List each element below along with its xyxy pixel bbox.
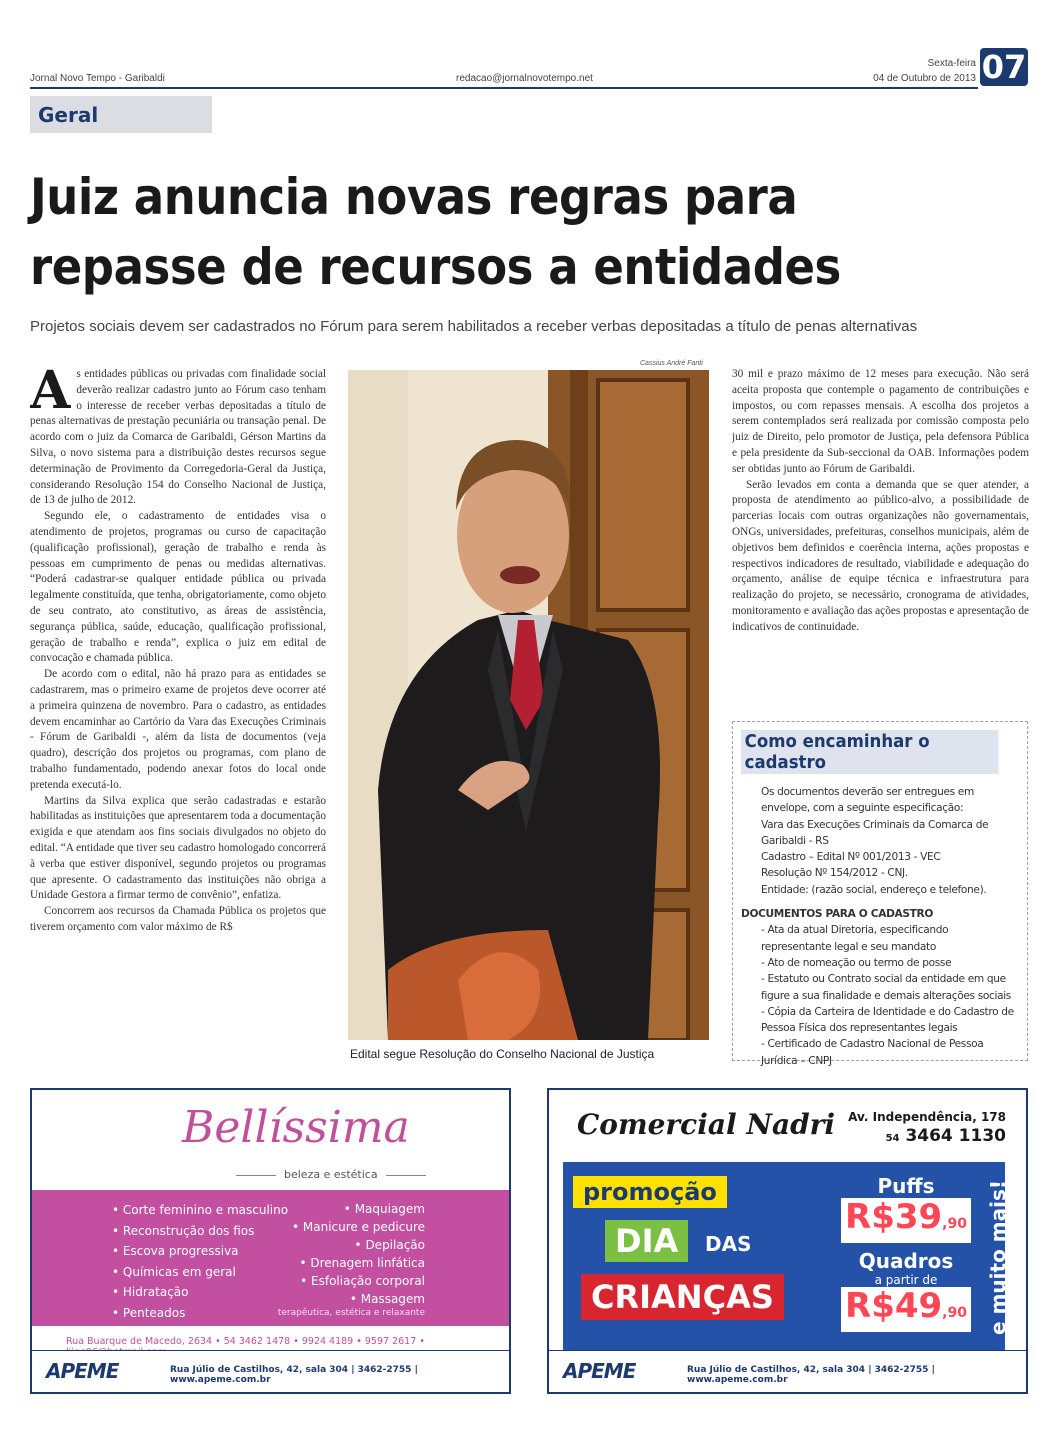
dia-label: DIA xyxy=(605,1220,688,1262)
service-item: • Maquiagem xyxy=(343,1202,425,1216)
newspaper-name: Jornal Novo Tempo - Garibaldi xyxy=(30,73,165,84)
subheadline: Projetos sociais devem ser cadastrados no Fórum para serem habilitados a receber verbas depositadas a título de penas alternativas xyxy=(30,318,918,335)
weekday: Sexta-feira xyxy=(927,58,976,69)
photo-credit: Cassius André Fanti xyxy=(640,360,703,367)
ad-bellissima xyxy=(30,1088,511,1394)
document-item: - Estatuto ou Contrato social da entidade em que figure a sua finalidade e demais alterações sociais xyxy=(761,973,1011,1002)
photo-illustration xyxy=(348,370,709,1040)
apeme-logo: APEME xyxy=(563,1359,636,1383)
article-column-1 xyxy=(30,367,326,1067)
apeme-address: Rua Júlio de Castilhos, 42, sala 304 | 3462-2755 | www.apeme.com.br xyxy=(687,1365,935,1385)
service-item: • Penteados xyxy=(112,1305,186,1320)
headline: Juiz anuncia novas regras para repasse de recursos a entidades xyxy=(30,168,841,296)
service-item: • Esfoliação corporal xyxy=(300,1274,425,1288)
nadri-logo: Comercial Nadri xyxy=(577,1108,836,1141)
apeme-footer xyxy=(549,1350,1026,1392)
quadros-sub: a partir de xyxy=(874,1273,938,1287)
bellissima-contact: Rua Buarque de Macedo, 2634 • 54 3462 1478 • 9924 4189 • 9597 2617 • xyxy=(66,1336,425,1347)
info-box-intro: Os documentos deverão ser entregues em envelope, com a seguinte especificação: xyxy=(761,786,974,815)
spec-line: Vara das Execuções Criminais da Comarca de Garibaldi - RS xyxy=(761,818,989,847)
vertical-slogan: e muito mais! xyxy=(986,1180,1010,1335)
services-list-left xyxy=(112,1200,288,1323)
document-item: - Cópia da Carteira de Identidade e do Cadastro de Pessoa Física dos representantes legais xyxy=(761,1005,1014,1035)
ad-comercial-nadri xyxy=(547,1088,1028,1394)
quadros-price: R$49,90 xyxy=(841,1287,971,1332)
document-item: - Ato de nomeação ou termo de posse xyxy=(761,956,952,969)
service-item: • Hidratação xyxy=(112,1285,189,1299)
document-item: - Certificado de Cadastro Nacional de Pessoa Jurídica – CNPJ xyxy=(761,1038,984,1067)
photo-caption: Edital segue Resolução do Conselho Nacional de Justiça xyxy=(350,1047,655,1061)
quadros-label: Quadros xyxy=(858,1249,954,1273)
service-item: • Escova progressiva xyxy=(112,1244,239,1258)
promo-label: promoção xyxy=(573,1176,727,1208)
page-number: 07 xyxy=(981,48,1027,86)
nadri-phone: 54 3464 1130 xyxy=(885,1126,1006,1146)
massage-note: terapêutica, estética e relaxante xyxy=(277,1308,425,1318)
article-paragraph: De acordo com o edital, não há prazo para as entidades se cadastrarem, mas o primeiro exame de projetos deve ocorrer até a primeira quinzena de novembro. Para o cadastro, as entidades devem encaminhar ao Cartório da Vara das Execuções Criminais - Fórum de Garibaldi -, além da lista de documentos (veja quadro), descrição dos projetos ou programas, com plano de trabalho fundamentado, podendo anexar fotos do local onde pretenda executá-lo. xyxy=(30,668,326,791)
das-label: DAS xyxy=(699,1230,757,1258)
service-item: • Químicas em geral xyxy=(112,1264,236,1279)
section-tag: Geral xyxy=(30,96,212,133)
services-list-right xyxy=(292,1200,425,1308)
article-paragraph: Concorrem aos recursos da Chamada Pública os projetos que tiverem orçamento com valor máximo de R$ xyxy=(30,905,326,933)
document-item: - Ata da atual Diretoria, especificando representante legal e seu mandato xyxy=(761,924,949,953)
bellissima-logo: Bellíssima xyxy=(182,1102,410,1153)
puffs-label: Puffs xyxy=(877,1174,935,1198)
service-item: • Drenagem linfática xyxy=(299,1256,425,1270)
article-paragraph: Serão levados em conta a demanda que se quer atender, a proposta de atendimento ao público-alvo, a possibilidade de parcerias locais com outras organizações não governamentais, ONGs, universidades, prefeituras, conselhos municipais, além de objetivos bem definidos e coerência interna, ações propostas e respectivos indicadores de resultado, viabilidade e adequação do orçamento, análise de equipe técnica e infraestrutura para realização do projeto, se necessário, cronograma de atividades, monitoramento e avaliação das ações propostas e apresentação de indicativos de continuidade. xyxy=(732,478,1029,633)
nadri-address: Av. Independência, 178 xyxy=(848,1110,1006,1124)
service-item: • Corte feminino e masculino xyxy=(112,1203,289,1217)
article-paragraph: As entidades públicas ou privadas com finalidade social deverão realizar cadastro junto ao Fórum caso tenham o interesse de receber verbas depositadas a título de penas alternativas de prestação pecuniária ou transação penal. De acordo com o juiz da Comarca de Garibaldi, Gérson Martins da Silva, o novo sistema para a distribuição destes recursos segue determinação de Provimento da Corregedoria-Geral da Justiça, considerando Resolução 154 do Conselho Nacional de Justiça, de 13 de julho de 2012. xyxy=(30,367,326,507)
newsroom-email: redacao@jornalnovotempo.net xyxy=(456,73,593,84)
article-column-3 xyxy=(732,367,1029,702)
spec-line: Entidade: (razão social, endereço e telefone). xyxy=(761,883,987,896)
info-box-title: Como encaminhar o cadastro xyxy=(741,730,999,774)
service-item: • Depilação xyxy=(354,1238,425,1252)
spec-line: Resolução Nº 154/2012 - CNJ. xyxy=(761,867,908,880)
services-band xyxy=(32,1190,509,1326)
criancas-label: CRIANÇAS xyxy=(581,1274,784,1320)
info-box-body xyxy=(741,784,1021,1069)
apeme-address: Rua Júlio de Castilhos, 42, sala 304 | 3462-2755 | www.apeme.com.br xyxy=(170,1365,418,1385)
article-paragraph: Segundo ele, o cadastramento de entidades visa o atendimento de projetos, programas ou curso de capacitação (qualificação profissional), geração de trabalho e renda às pessoas em cumprimento de penas ou medidas alternativas. “Poderá cadastrar-se qualquer entidade pública ou privada legalmente constituída, que tenha, obrigatoriamente, como objeto de seu contrato, ato constitutivo, as áreas de assistência, segurança pública, saúde, educação, qualificação profissional, geração de trabalho e renda”, explica o juiz em edital de convocação e chamada pública. xyxy=(30,510,326,665)
apeme-logo: APEME xyxy=(46,1359,119,1383)
price-box xyxy=(831,1174,981,1344)
service-item: • Manicure e pedicure xyxy=(291,1220,425,1234)
service-item: • Reconstrução dos fios xyxy=(112,1223,255,1238)
documents-heading: DOCUMENTOS PARA O CADASTRO xyxy=(741,908,933,921)
issue-date: 04 de Outubro de 2013 xyxy=(873,73,976,84)
spec-line: Cadastro – Edital Nº 001/2013 - VEC xyxy=(761,851,941,864)
drop-cap: A xyxy=(30,367,71,421)
bellissima-tagline: beleza e estética xyxy=(228,1168,434,1181)
header-rule xyxy=(30,87,978,89)
info-box xyxy=(732,721,1028,1067)
article-paragraph: Martins da Silva explica que serão cadastradas e estarão habilitadas as instituições que apresentarem toda a documentação exigida e que atendam aos fins sociais divulgados no objeto do edital. “A entidade que tiver seu cadastro homologado concorrerá à verba que estiver disponível, segundo projetos ou programas que apresente. O cadastramento das instituições não obriga a Unidade Gestora a firmar termo de convênio”, enfatiza. xyxy=(30,794,326,902)
service-item: • Massagem xyxy=(349,1292,425,1306)
article-paragraph: 30 mil e prazo máximo de 12 meses para execução. Não será aceita proposta que contemple o pagamento de contribuições e impostos, ou com repasses mensais. A escolha dos projetos a serem contemplados será realizada por comissão composta pelo juiz de Direito, pelo promotor de Justiça, pela defensora Pública e pela presidente da Sub-seccional da OAB. Informações podem ser obtidas junto ao Fórum de Garibaldi. xyxy=(732,368,1029,475)
judge-photo xyxy=(348,370,709,1040)
apeme-footer xyxy=(32,1350,509,1392)
puffs-price: R$39,90 xyxy=(841,1198,971,1243)
